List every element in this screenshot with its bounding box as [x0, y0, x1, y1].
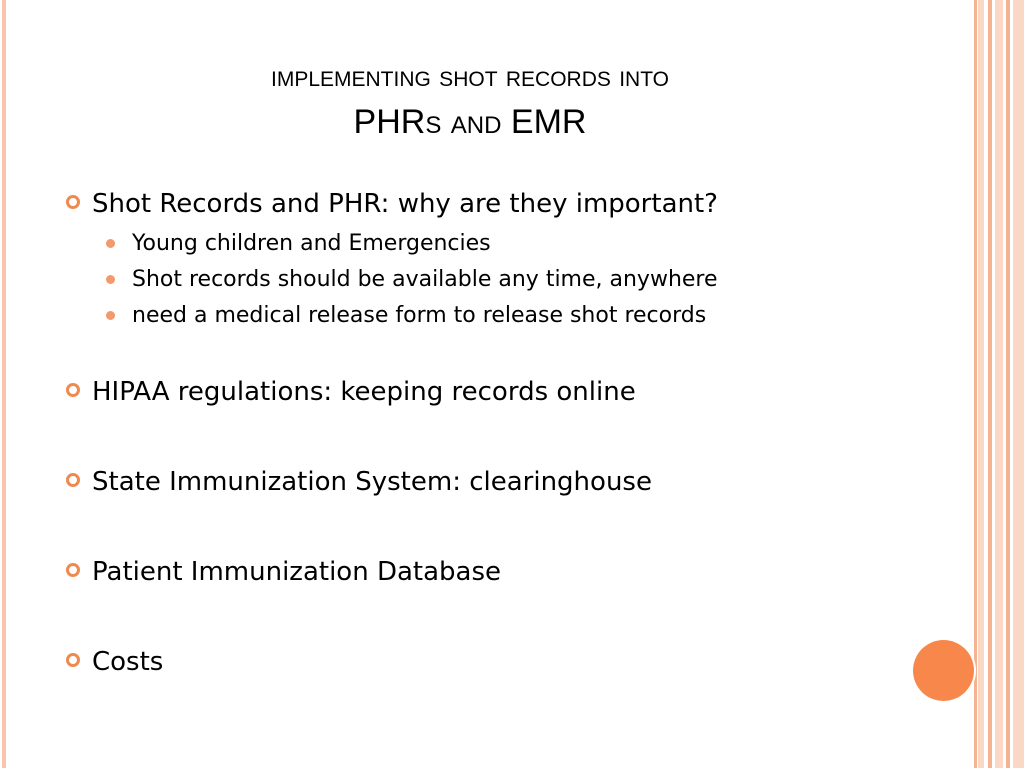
ring-bullet-icon: [66, 383, 80, 397]
bullet-text: Shot Records and PHR: why are they important?: [92, 189, 718, 219]
sub-bullet-list: [102, 226, 820, 334]
decorative-circle: [913, 640, 974, 701]
ring-bullet-icon: [66, 473, 80, 487]
dot-bullet-icon: [106, 275, 115, 284]
bullet-list: [60, 186, 820, 680]
bullet-item: [60, 644, 820, 680]
bullet-text: HIPAA regulations: keeping records online: [92, 377, 636, 407]
bullet-item: [60, 186, 820, 222]
sub-bullet-item: [102, 226, 820, 262]
bullet-text: Patient Immunization Database: [92, 557, 502, 587]
sub-bullet-item: [102, 298, 820, 334]
sub-bullet-text: need a medical release form to release shot records: [132, 303, 707, 328]
ring-bullet-icon: [66, 653, 80, 667]
bullet-text: Costs: [92, 647, 164, 677]
dot-bullet-icon: [106, 239, 115, 248]
bullet-item: [60, 374, 820, 410]
ring-bullet-icon: [66, 563, 80, 577]
title-line-2: PHRs and EMR: [353, 103, 587, 141]
slide-title: [80, 55, 860, 145]
sub-bullet-item: [102, 262, 820, 298]
decorative-stripes: [978, 0, 1024, 768]
title-line-1: implementing shot records into: [271, 60, 669, 93]
bullet-item: [60, 554, 820, 590]
sub-bullet-text: Shot records should be available any time, anywhere: [132, 267, 718, 292]
dot-bullet-icon: [106, 311, 115, 320]
sub-bullet-text: Young children and Emergencies: [132, 231, 491, 256]
bullet-text: State Immunization System: clearinghouse: [92, 467, 652, 497]
bullet-item: [60, 464, 820, 500]
ring-bullet-icon: [66, 195, 80, 209]
